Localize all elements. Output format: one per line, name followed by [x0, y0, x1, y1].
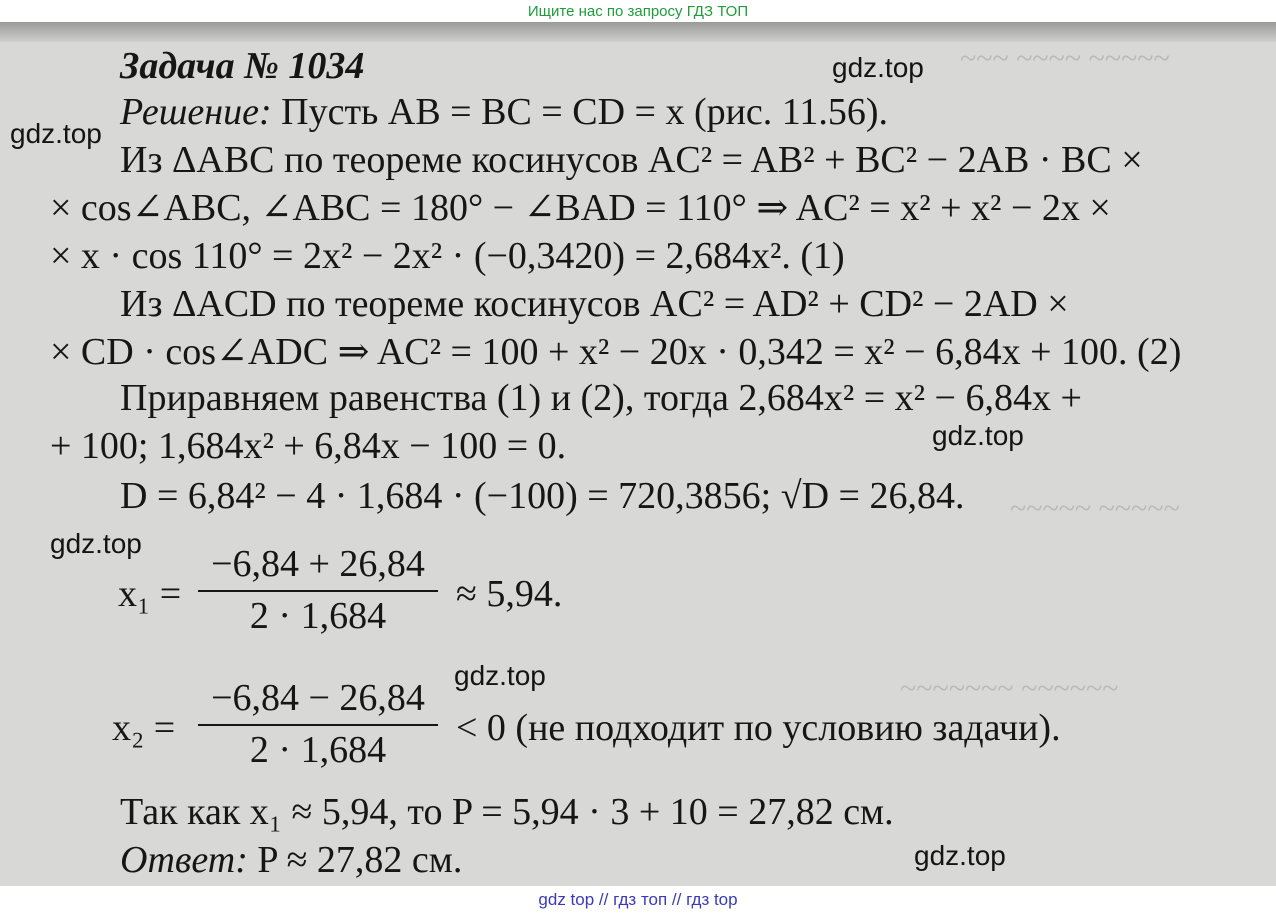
text-line-7: Приравняем равенства (1) и (2), тогда 2,684x² = x² − 6,84x + — [120, 377, 1082, 419]
watermark: gdz.top — [932, 420, 1024, 451]
watermark: gdz.top — [50, 528, 142, 559]
fraction-bar — [198, 590, 438, 592]
x1-lhs: x₁ = — [118, 573, 182, 615]
text-line-5: Из ΔACD по теореме косинусов AC² = AD² + CD² − 2AD × — [120, 283, 1069, 325]
problem-title: Задача № 1034 — [120, 45, 365, 87]
text-line-6: × CD · cos∠ADC ⇒ AC² = 100 + x² − 20x · 0,342 = x² − 6,84x + 100. (2) — [50, 331, 1182, 373]
text-line-8: + 100; 1,684x² + 6,84x − 100 = 0. — [50, 425, 567, 467]
x1-denominator: 2 · 1,684 — [249, 595, 387, 637]
x1-fraction — [198, 542, 438, 638]
previous-line-bleed — [0, 22, 1276, 42]
text-line-3: × cos∠ABC, ∠ABC = 180° − ∠BAD = 110° ⇒ AC² = x² + x² − 2x × — [50, 187, 1111, 229]
show-through-text: ~~~ ~~~~ ~~~~~ — [960, 42, 1170, 75]
text-line-2: Из ΔABC по теореме косинусов AC² = AB² + BC² − 2AB · BC × — [120, 139, 1143, 181]
solution-text: Пусть AB = BC = CD = x (рис. 11.56). — [271, 91, 889, 133]
answer-text: P ≈ 27,82 см. — [247, 839, 463, 881]
answer-line — [120, 838, 462, 882]
perimeter-line: Так как x₁ ≈ 5,94, то P = 5,94 · 3 + 10 = 27,82 см. — [120, 791, 894, 833]
x2-rhs: < 0 (не подходит по условию задачи). — [456, 707, 1061, 749]
scanned-page — [0, 22, 1276, 886]
discriminant-line: D = 6,84² − 4 · 1,684 · (−100) = 720,3856; √D = 26,84. — [120, 475, 965, 517]
show-through-text: ~~~~~~~ ~~~~~~ — [900, 672, 1119, 705]
x1-rhs: ≈ 5,94. — [456, 573, 563, 615]
watermark: gdz.top — [454, 660, 546, 691]
footer-links[interactable]: gdz top // гдз топ // гдз top — [538, 890, 738, 909]
header-search-link[interactable]: Ищите нас по запросу ГДЗ ТОП — [527, 3, 749, 20]
x2-denominator: 2 · 1,684 — [249, 729, 387, 771]
x2-lhs: x₂ = — [112, 707, 176, 749]
watermark: gdz.top — [10, 118, 102, 149]
text-line-4: × x · cos 110° = 2x² − 2x² · (−0,3420) = 2,684x². (1) — [50, 235, 845, 277]
fraction-bar — [198, 724, 438, 726]
solution-line — [120, 90, 888, 134]
answer-label: Ответ: — [120, 839, 248, 881]
x2-fraction — [198, 676, 438, 772]
solution-label: Решение: — [120, 91, 272, 133]
watermark: gdz.top — [914, 840, 1006, 871]
watermark: gdz.top — [832, 52, 924, 83]
x2-numerator: −6,84 − 26,84 — [211, 677, 425, 719]
show-through-text: ~~~~~ ~~~~~ — [1010, 492, 1180, 525]
x1-numerator: −6,84 + 26,84 — [211, 543, 425, 585]
